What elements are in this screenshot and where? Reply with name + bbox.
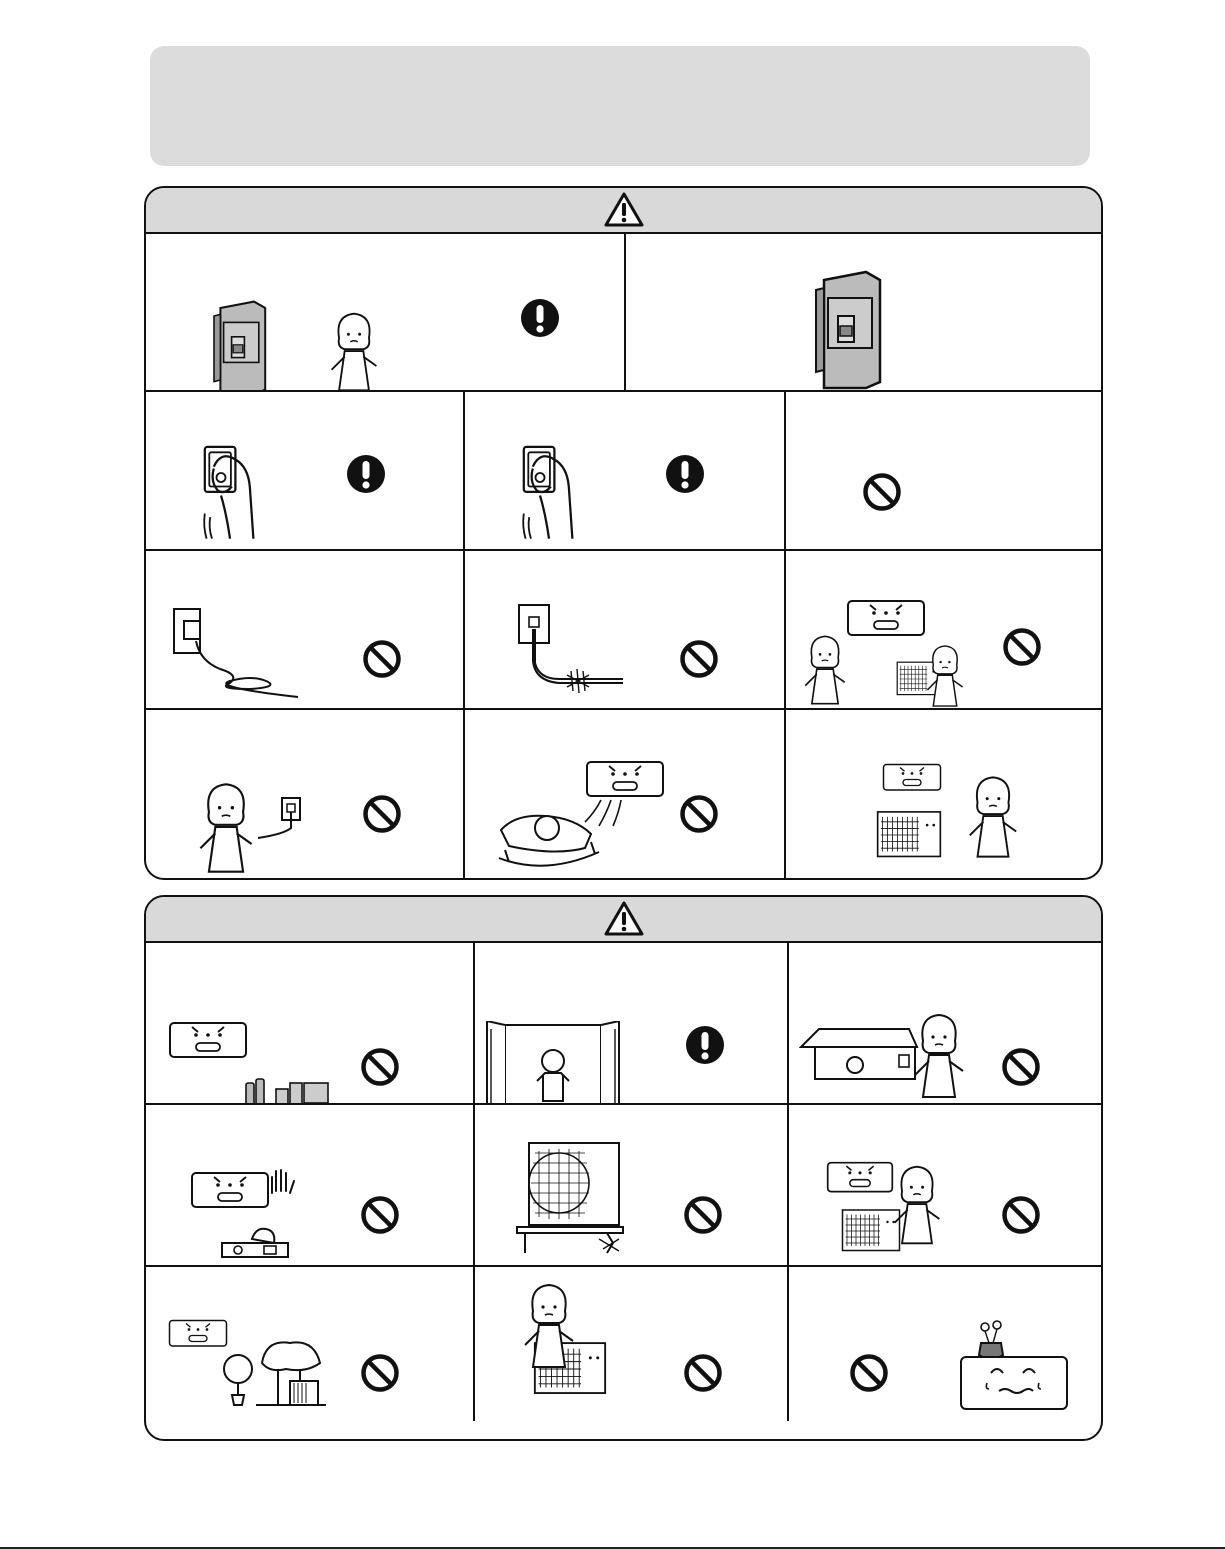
indoor-unit-illustration [882,762,942,794]
warning-cell-3 [146,392,465,549]
warning-cell-11 [786,710,1101,880]
top-banner [150,46,1090,166]
prohibited-icon [679,794,719,834]
prohibited-icon [360,1047,400,1087]
warning-cell-10 [465,710,786,880]
prohibited-icon [1001,1195,1041,1235]
caution-cell-9 [789,1267,1101,1421]
outdoor-unit-illustration [876,810,942,860]
airflow-lines-illustration [581,798,631,828]
caution-panel-header [146,897,1101,943]
prohibited-icon [360,1353,400,1393]
mandatory-icon [665,454,705,494]
indoor-unit-illustration [846,599,926,639]
caution-cell-2 [475,943,789,1103]
circuit-breaker-illustration [206,300,270,390]
warning-cell-1 [146,234,626,390]
warning-cell-4 [465,392,786,549]
warning-row-1 [146,234,1101,392]
vase-on-unit-illustration [957,1319,1069,1415]
mandatory-icon [520,298,560,338]
unit-on-broken-stand-illustration [515,1139,625,1255]
hand-plugging-plug-illustration [513,436,585,546]
coiled-power-cord-illustration [170,601,300,701]
prohibited-icon [679,639,719,679]
prohibited-icon [683,1353,723,1393]
warning-row-2 [146,392,1101,551]
gas-stove-illustration [220,1221,290,1261]
caution-row-3 [146,1267,1101,1421]
warning-cell-7 [465,551,786,708]
hand-illustration [266,1167,296,1197]
prohibited-icon [862,472,902,512]
girl-illustration [909,1009,969,1103]
indoor-unit-illustration [585,760,665,800]
prohibited-icon [1001,1047,1041,1087]
caution-cell-6 [789,1105,1101,1265]
power-outlet-illustration [254,794,304,854]
warning-panel-header [146,188,1101,234]
child-illustration [922,643,968,708]
warning-cell-6 [146,551,465,708]
warning-cell-8 [786,551,1101,708]
indoor-unit-open-illustration [799,1025,919,1081]
girl-on-phone-illustration [326,310,382,390]
prohibited-icon [362,794,402,834]
warning-triangle-icon [604,901,644,937]
caution-cell-5 [475,1105,789,1265]
indoor-unit-illustration [825,1161,895,1195]
girl-pulling-cord-illustration [194,780,258,876]
caution-cell-7 [146,1267,475,1421]
plants-and-outdoor-unit-illustration [216,1329,326,1409]
indoor-unit-illustration [168,1021,248,1061]
mandatory-icon [346,454,386,494]
circuit-breaker-illustration [806,270,886,390]
caution-cell-8 [475,1267,789,1421]
caution-row-1 [146,943,1101,1105]
prohibited-icon [849,1353,889,1393]
open-window-illustration [483,1021,623,1103]
warning-row-4 [146,710,1101,880]
caution-cell-4 [146,1105,475,1265]
hand-plugging-plug-illustration [194,436,266,546]
warning-cell-5 [786,392,1101,549]
warning-triangle-icon [604,192,644,228]
caution-cell-1 [146,943,475,1103]
girl-spraying-illustration [889,1163,945,1247]
child-climbing-illustration [519,1281,579,1371]
indoor-unit-illustration [190,1171,270,1211]
warning-row-3 [146,551,1101,710]
prohibited-icon [360,1195,400,1235]
warning-panel [144,186,1103,880]
caution-row-2 [146,1105,1101,1267]
prohibited-icon [362,639,402,679]
caution-cell-3 [789,943,1101,1103]
person-illustration [964,768,1022,866]
prohibited-icon [1002,627,1042,667]
food-items-illustration [242,1069,332,1103]
mandatory-icon [685,1025,725,1065]
warning-cell-2 [626,234,1101,390]
prohibited-icon [683,1195,723,1235]
child-illustration [800,633,850,707]
caution-panel [144,895,1103,1441]
damaged-power-cord-illustration [515,601,625,696]
warning-cell-9 [146,710,465,880]
